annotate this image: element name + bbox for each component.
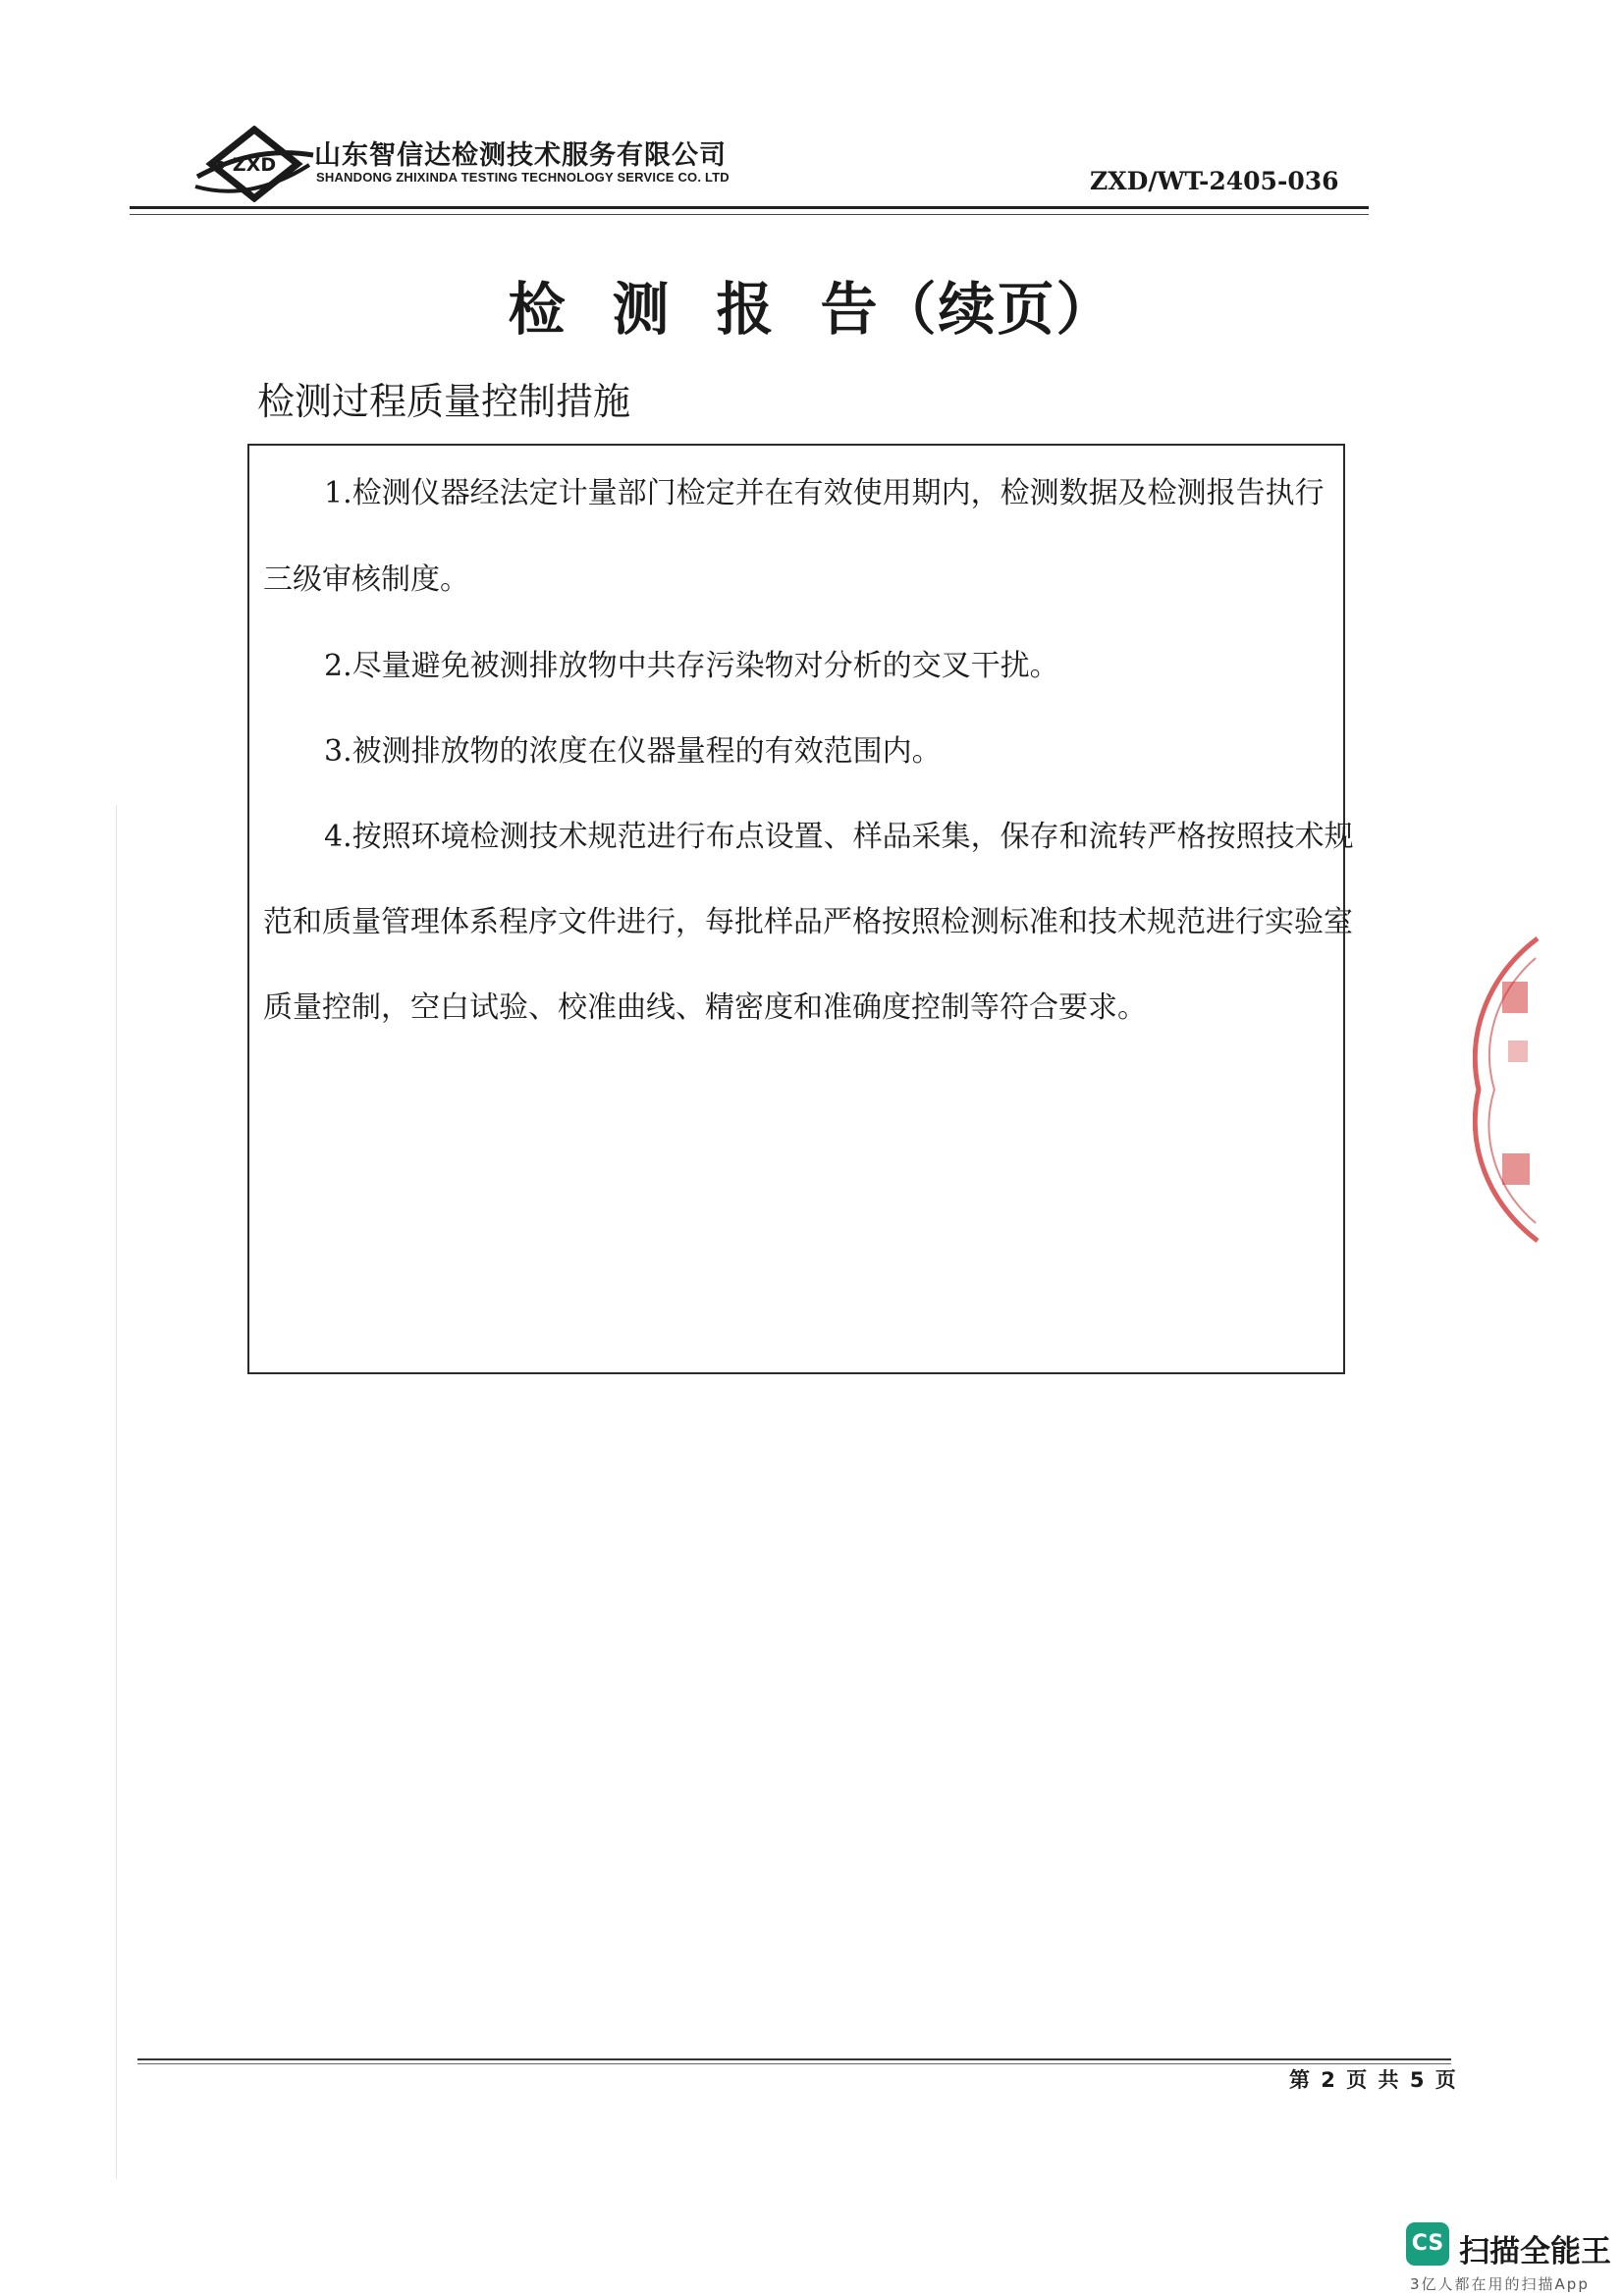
scanner-app-icon: CS <box>1406 2222 1449 2266</box>
title-char: 检 <box>508 276 568 343</box>
report-number: ZXD/WT-2405-036 <box>1090 167 1339 195</box>
footer-rule <box>137 2058 1451 2060</box>
content-line: 3.被测排放物的浓度在仪器量程的有效范围内。 <box>324 734 942 769</box>
page-indicator: 第 2 页 共 5 页 <box>1289 2068 1456 2092</box>
header-rule-thick <box>130 206 1369 209</box>
title-char: 告（续页） <box>820 276 1115 343</box>
content-line: 4.按照环境检测技术规范进行布点设置、样品采集，保存和流转严格按照技术规 <box>324 820 1354 854</box>
footer-rule-thin <box>137 2063 1451 2064</box>
scan-edge-line <box>116 805 117 2179</box>
official-seal-fragment <box>1473 933 1542 1247</box>
content-line: 1.检测仪器经法定计量部门检定并在有效使用期内，检测数据及检测报告执行 <box>324 476 1325 510</box>
content-line: 范和质量管理体系程序文件进行，每批样品严格按照检测标准和技术规范进行实验室 <box>263 905 1353 939</box>
header-rule-thin <box>130 214 1369 215</box>
title-char: 报 <box>716 276 776 343</box>
scanner-app-name: 扫描全能王 <box>1459 2234 1611 2269</box>
content-line: 质量控制，空白试验、校准曲线、精密度和准确度控制等符合要求。 <box>263 990 1147 1025</box>
content-line: 2.尽量避免被测排放物中共存污染物对分析的交叉干扰。 <box>324 649 1059 683</box>
scanner-app-tagline: 3亿人都在用的扫描App <box>1410 2275 1590 2293</box>
section-heading: 检测过程质量控制措施 <box>257 380 631 423</box>
company-name-en: SHANDONG ZHIXINDA TESTING TECHNOLOGY SERVICE CO. LTD <box>316 170 730 185</box>
content-box <box>247 444 1354 1374</box>
page-title <box>0 263 1623 346</box>
company-name-cn: 山东智信达检测技术服务有限公司 <box>314 140 727 171</box>
title-char: 测 <box>612 276 672 343</box>
logo-text: ZXD <box>232 154 277 176</box>
content-line: 三级审核制度。 <box>263 562 469 597</box>
company-logo <box>191 126 317 202</box>
